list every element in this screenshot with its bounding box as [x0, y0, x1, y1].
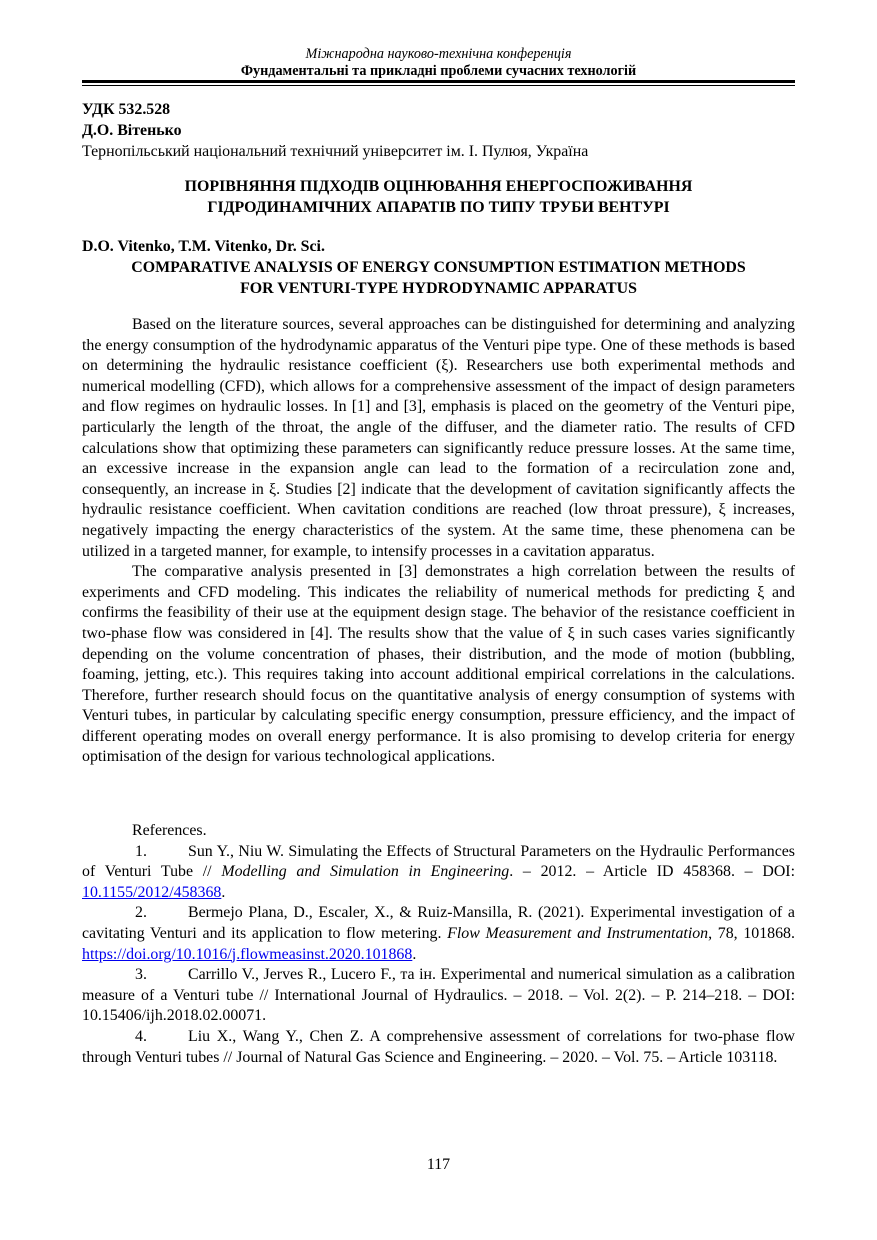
reference-item-4: 4. Liu X., Wang Y., Chen Z. A comprehensive assessment of correlations for two-phase flow through Venturi tubes // Journal of Natural Gas Science and Engineering. – 2020. – Vol. 75. – Article 103118. — [82, 1027, 795, 1066]
reference-number: 4. — [135, 1027, 147, 1045]
abstract-body — [82, 315, 795, 768]
title-en-line1: COMPARATIVE ANALYSIS OF ENERGY CONSUMPTION ESTIMATION METHODS — [131, 259, 746, 276]
header-rule-thin — [82, 85, 795, 86]
paragraph-1: Based on the literature sources, several approaches can be distinguished for determining and analyzing the energy consumption of the hydrodynamic apparatus of the Venturi pipe type. One of these methods is based on determining the hydraulic resistance coefficient (ξ). Researchers use both experimental methods and numerical modelling (CFD), which allows for a comprehensive assessment of the impact of design parameters and flow regimes on hydraulic losses. In [1] and [3], emphasis is placed on the geometry of the Venturi pipe, particularly the length of the throat, the angle of the diffuser, and the diameter ratio. The results of CFD calculations show that optimizing these parameters can significantly reduce pressure losses. At the same time, an excessive increase in the expansion angle can lead to the formation of a recirculation zone and, consequently, an increase in ξ. Studies [2] indicate that the development of cavitation significantly affects the hydraulic resistance coefficient. When cavitation conditions are reached (low throat pressure), ξ increases, negatively impacting the energy characteristics of the system. At the same time, these phenomena can be utilized in a targeted manner, for example, to intensify processes in a cavitation apparatus. — [82, 316, 795, 560]
doi-link[interactable]: https://doi.org/10.1016/j.flowmeasinst.2020.101868 — [82, 945, 413, 963]
conference-name: Міжнародна науково-технічна конференція — [305, 46, 572, 62]
reference-item-2: 2. Bermejo Plana, D., Escaler, X., & Ruiz-Mansilla, R. (2021). Experimental investigation of a cavitating Venturi and its application to flow metering. Flow Measurement and Instrumentation, 78, 101868. https://doi.org/10.1016/j.flowmeasinst.2020.101868. — [82, 904, 795, 963]
affiliation-ua: Тернопільський національний технічний університет ім. І. Пулюя, Україна — [82, 143, 589, 160]
paragraph-2: The comparative analysis presented in [3] demonstrates a high correlation between the results of experiments and CFD modeling. This indicates the reliability of numerical methods for predicting ξ and confirms the feasibility of their use at the equipment design stage. The behavior of the resistance coefficient in two-phase flow was considered in [4]. The results show that the value of ξ in such cases varies significantly depending on the volume concentration of phases, their distribution, and the mode of motion (bubbling, foaming, jetting, etc.). This requires taking into account additional empirical correlations in the calculations. Therefore, further research should focus on the quantitative analysis of energy consumption of systems with Venturi tubes, in particular by calculating specific energy consumption, pressure efficiency, and the impact of different operating modes on overall energy performance. It is also promising to develop criteria for energy optimisation of the design for various technological applications. — [82, 563, 795, 766]
running-header — [82, 46, 795, 80]
title-en-line2: FOR VENTURI-TYPE HYDRODYNAMIC APPARATUS — [240, 279, 637, 297]
conference-title: Фундаментальні та прикладні проблеми сучасних технологій — [240, 63, 637, 79]
reference-item-1: 1. Sun Y., Niu W. Simulating the Effects of Structural Parameters on the Hydraulic Performances of Venturi Tube // Modelling and Simulation in Engineering. – 2012. – Article ID 458368. – DOI: 10.1155/2012/458368. — [82, 842, 795, 901]
header-rule-thick — [82, 80, 795, 83]
reference-item-3: 3. Carrillo V., Jerves R., Lucero F., та ін. Experimental and numerical simulation as a calibration measure of a Venturi tube // International Journal of Hydraulics. – 2018. – Vol. 2(2). – P. 214–218. – DOI: 10.15406/ijh.2018.02.00071. — [82, 966, 795, 1025]
title-ua — [82, 177, 795, 218]
title-en — [82, 258, 795, 299]
reference-number: 1. — [135, 842, 147, 860]
title-ua-line1: ПОРІВНЯННЯ ПІДХОДІВ ОЦІНЮВАННЯ ЕНЕРГОСПОЖИВАННЯ — [184, 178, 693, 195]
references-heading: References. — [132, 822, 207, 839]
title-ua-line2: ГІДРОДИНАМІЧНИХ АПАРАТІВ ПО ТИПУ ТРУБИ ВЕНТУРІ — [207, 198, 670, 216]
references-section — [82, 821, 795, 1068]
reference-number: 3. — [135, 966, 147, 984]
authors-en: D.O. Vitenko, T.M. Vitenko, Dr. Sci. — [82, 238, 325, 255]
author-ua: Д.О. Вітенько — [82, 122, 182, 139]
udk-code: УДК 532.528 — [82, 101, 171, 118]
doi-link[interactable]: 10.1155/2012/458368 — [82, 883, 222, 901]
reference-number: 2. — [135, 904, 147, 922]
page-number: 117 — [426, 1156, 451, 1173]
